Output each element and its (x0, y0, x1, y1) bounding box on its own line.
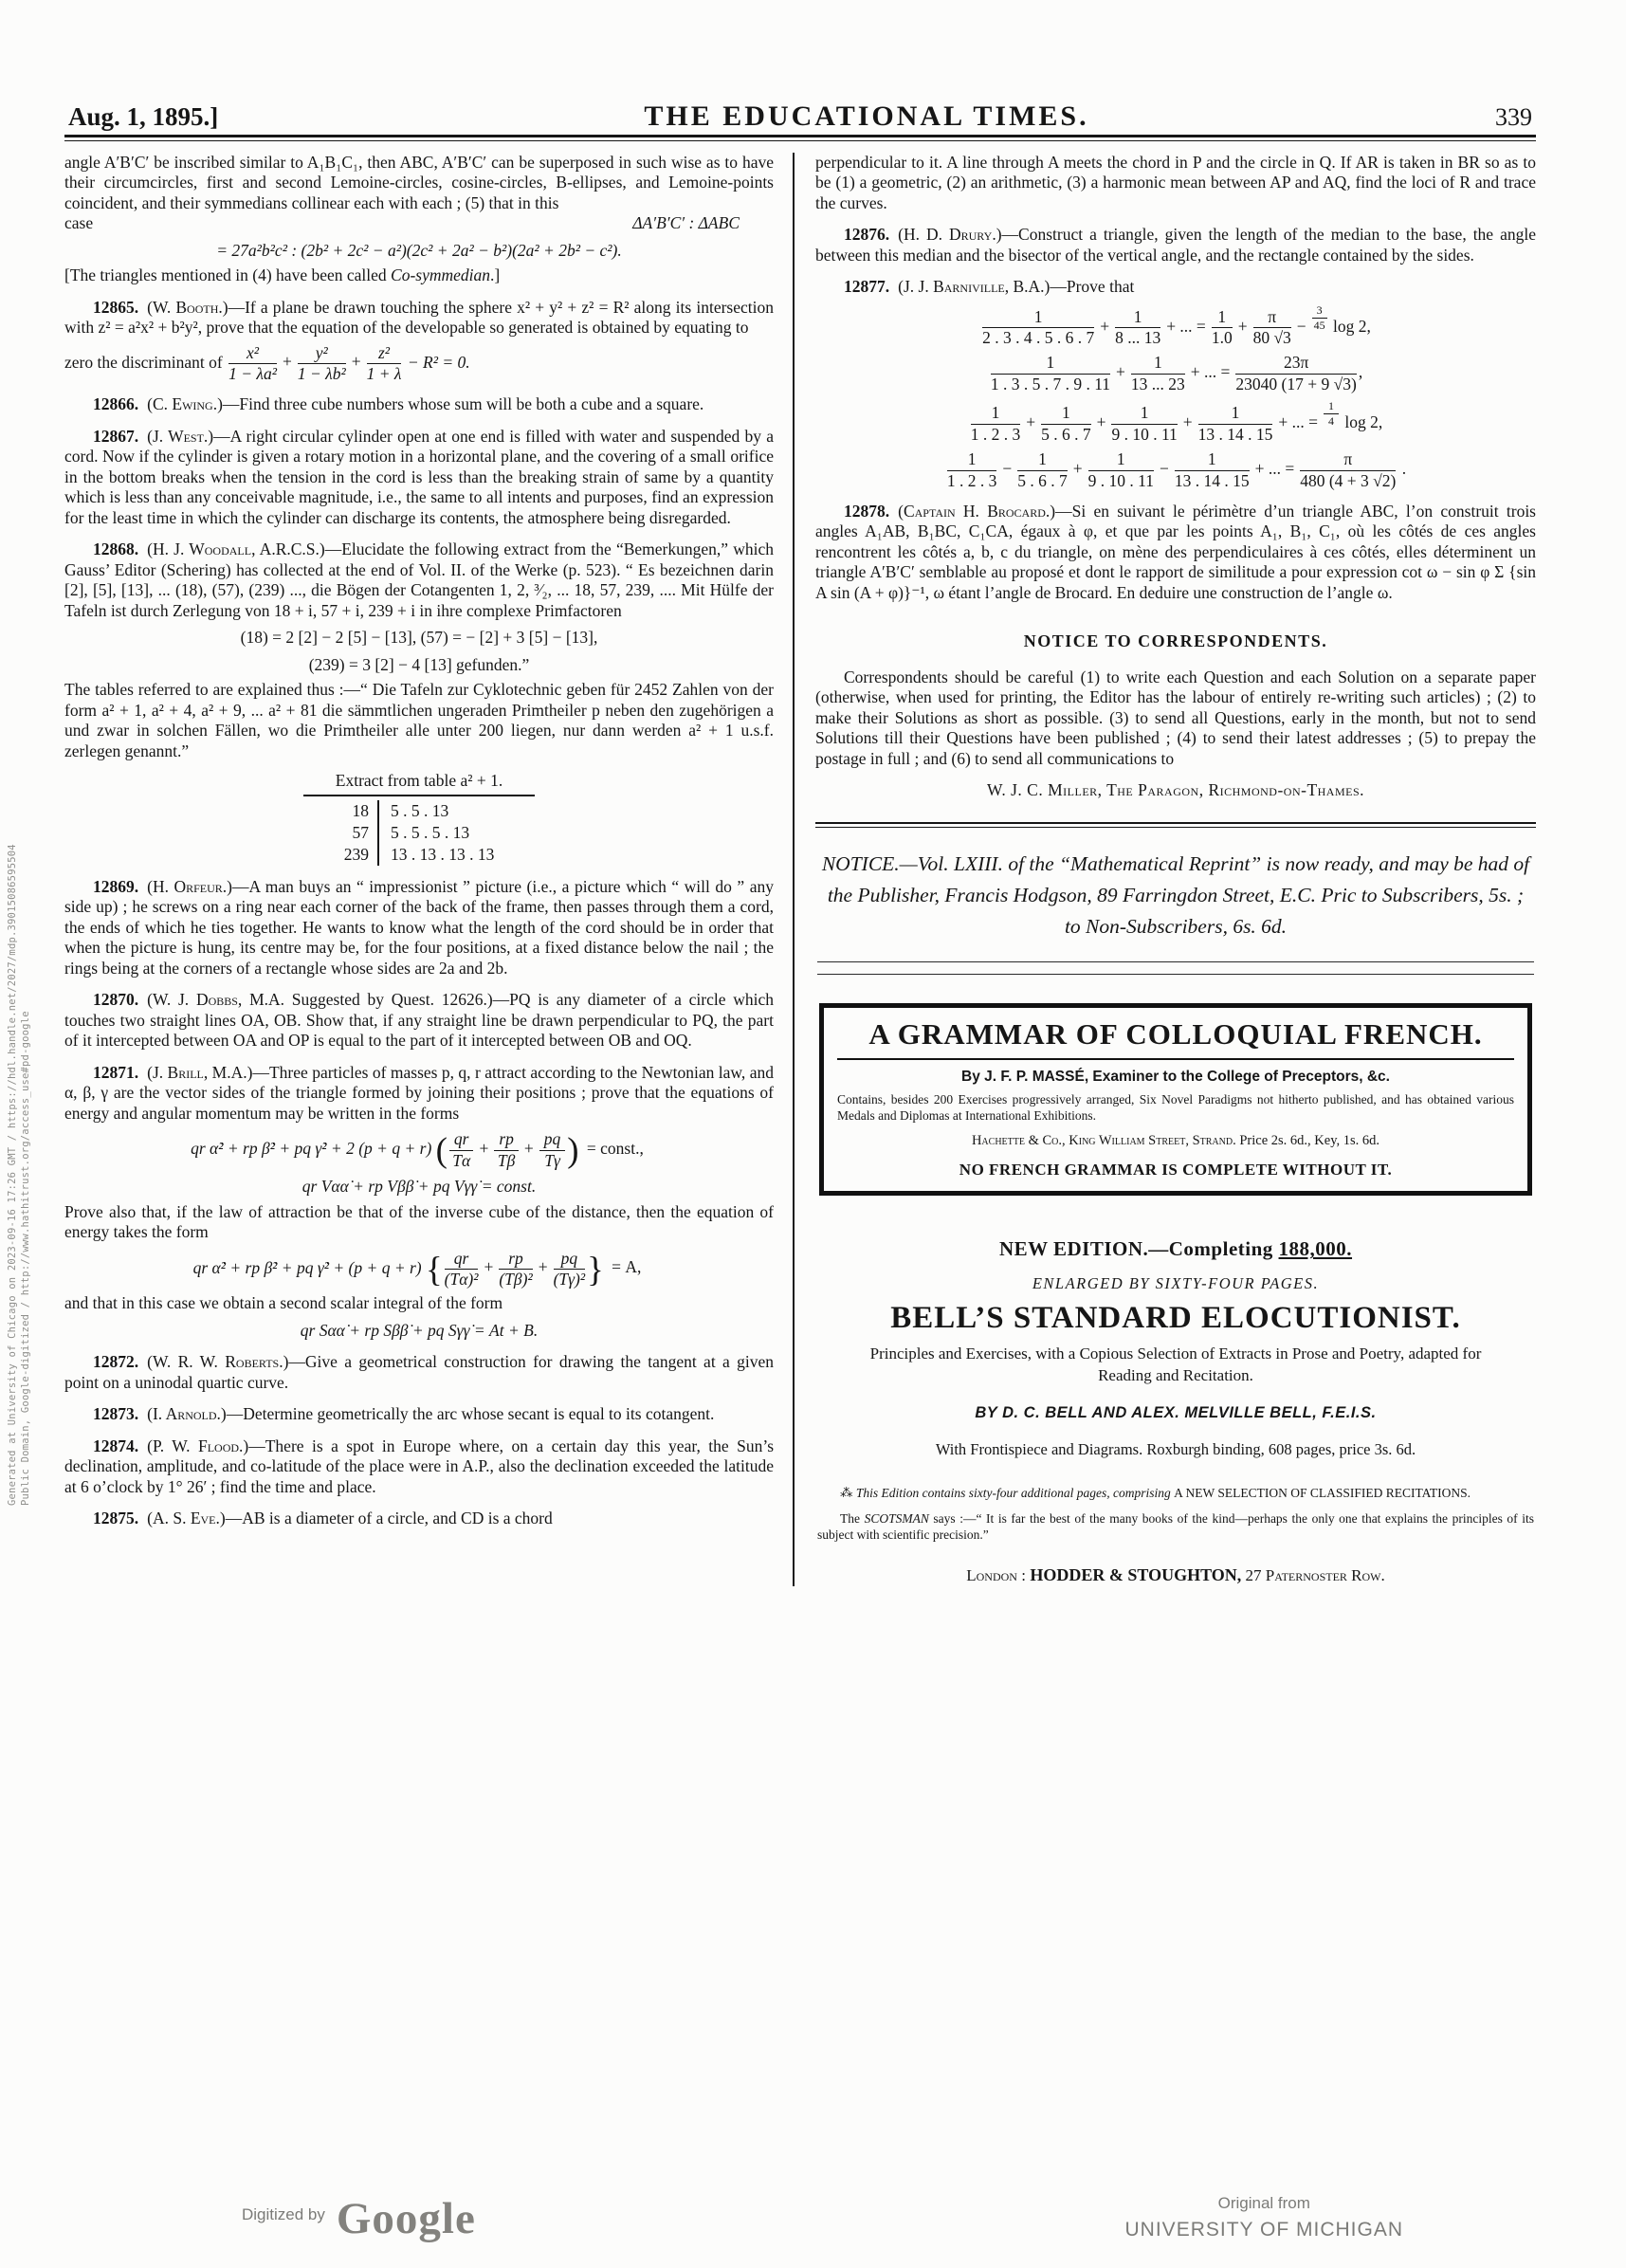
problem-text: —A man buys an “ impressionist ” picture (i.e., a picture which “ will do ” any side up) ; he screws on a ring near each corner of the back of the frame, then passes through them a cord, the ends of which he ties together. He wants to know what the length of the cord should be in order that when the picture is hung, its centre may be, for the four positions, at a fixed distance below the nail ; the rings being at the corners of a rectangle whose sides are 2a and 2b. (64, 876, 774, 978)
big-paren-close: ) (567, 1130, 579, 1170)
small-fraction: $\frac{3}{45}$ (1313, 302, 1325, 332)
header-rule (64, 135, 1536, 141)
problem-text: —Find three cube numbers whose sum will be both a cube and a square. (222, 394, 704, 414)
hathitrust-watermark (6, 842, 32, 1506)
digitized-by-google (242, 2193, 476, 2243)
thin-rule (817, 974, 1534, 975)
intro-note: [The triangles mentioned in (4) have been called Co-symmedian.] (64, 265, 501, 284)
problem-text: —There is a spot in Europe where, on a certain day this year, the Sun’s declination, amplitude, and co-latitude of the place were in A.P., also the declination exceeded the latitude at 6 o’clock by 1° 26′ ; find the time and place. (64, 1436, 774, 1496)
problem-author: (W. J. Dobbs, M.A. (147, 990, 285, 1010)
ad-authors: BY D. C. BELL AND ALEX. MELVILLE BELL, F.E.I.S. (975, 1403, 1377, 1421)
ad-body: Contains, besides 200 Exercises progressively arranged, Six Novel Paradigms not hitherto published, and has obtained various Medals and Diplomas at International Exhibitions. (837, 1092, 1514, 1123)
problem-number: 12877. (844, 277, 890, 296)
problem-author: (C. Ewing.) (147, 394, 223, 414)
problem-text: —Give a geometrical construction for drawing the tangent at a given point on a uninodal quartic curve. (64, 1352, 774, 1392)
small-fraction: $\frac{1}{4}$ (1322, 400, 1341, 427)
asterism: ⁂ (840, 1486, 856, 1501)
problem-12867 (64, 427, 774, 529)
fraction: $\frac{1}{13 ... 23}$ (1130, 353, 1185, 394)
problem-12872 (64, 1352, 774, 1393)
ad-press-review: The SCOTSMAN says :—“ It is far the best of the many books of the kind—perhaps the only one that explains the principles of its subject with scientific precision.” (817, 1511, 1534, 1543)
equation-12868-line2: (239) = 3 [2] − 4 [13] gefunden.” (308, 654, 530, 674)
triangle-ratio: ΔA′B′C′ : ΔABC (632, 213, 740, 232)
ad-publisher: Hachette & Co., King William Street, Strand. Price 2s. 6d., Key, 1s. 6d. (971, 1133, 1380, 1149)
fraction: $\frac{1}{5 . 6 . 7}$ (1017, 449, 1068, 490)
correspondents-heading: NOTICE TO CORRESPONDENTS. (1023, 631, 1328, 651)
extract-table-caption: Extract from table a² + 1. (64, 771, 774, 796)
digitized-by-label: Digitized by (242, 2204, 325, 2223)
problem-author: (W. Booth.) (147, 297, 228, 317)
fraction: $\frac{1}{1 . 3 . 5 . 7 . 9 . 11}$ (990, 353, 1111, 394)
fraction: $\frac{1}{9 . 10 . 11}$ (1087, 449, 1154, 490)
fraction: $\frac{pq}{T\gamma}$ (538, 1130, 568, 1170)
problem-author: (J. West.) (147, 426, 214, 446)
problem-number: 12878. (844, 501, 890, 521)
problem-number: 12869. (93, 876, 139, 896)
problem-number: 12866. (93, 394, 139, 414)
problem-12869 (64, 877, 774, 979)
problem-text: —AB is a diameter of a circle, and CD is a chord (225, 1509, 553, 1528)
problem-author: (Captain H. Brocard.) (898, 501, 1056, 521)
problem-12871-continued-2: and that in this case we obtain a second scalar integral of the form (64, 1293, 503, 1313)
page-number: 339 (1495, 103, 1532, 131)
ad-title: A GRAMMAR OF COLLOQUIAL FRENCH. (837, 1017, 1514, 1060)
table-row: 239 13 . 13 . 13 . 13 (343, 844, 495, 864)
fraction: $\frac{1}{2 . 3 . 4 . 5 . 6 . 7}$ (982, 306, 1095, 348)
equation-12871-energy: qr α̇² + rp β̇² + pq γ̇² + 2 (p + q + r) ( $\frac{qr}{T\alpha}$ + $\frac{rp}{T\beta}$ + $\frac{pq}{T\gamma}$ ) = const., (191, 1129, 644, 1171)
ad-publisher: London : HODDER & STOUGHTON, 27 Paternoster Row. (966, 1565, 1385, 1585)
fraction: $\frac{pq}{\text{(Tγ)²}}$ (553, 1248, 586, 1289)
problem-number: 12874. (93, 1436, 139, 1455)
problem-12876 (815, 225, 1536, 265)
ad-slogan: NO FRENCH GRAMMAR IS COMPLETE WITHOUT IT. (959, 1160, 1393, 1179)
watermark-line-2: Public Domain, Google-digitized / http://www.hathitrust.org/access_use#pd-google (20, 1011, 31, 1506)
ad-details: With Frontispiece and Diagrams. Roxburgh binding, 608 pages, price 3s. 6d. (935, 1440, 1416, 1459)
left-column (64, 153, 793, 1586)
problem-number: 12870. (93, 990, 139, 1010)
problem-12875-continuation: perpendicular to it. A line through A meets the chord in P and the circle in Q. If AR is taken in BR so as to be (1) a geometric, (2) an arithmetic, (3) a harmonic mean between AP and AQ, find the loci of R and trace the curves. (815, 152, 1536, 212)
thin-rule (817, 961, 1534, 962)
right-column (795, 153, 1536, 1586)
ad-title: BELL’S STANDARD ELOCUTIONIST. (890, 1301, 1461, 1336)
problem-12873 (64, 1404, 774, 1425)
fraction: $\frac{\text{x²}}{\text{1 − λa²}}$ (228, 342, 277, 384)
two-column-layout (64, 153, 1536, 1586)
equation-12871-scalar-integral: qr Sαα̇ + rp Sββ̇ + pq Sγγ̇ = At + B. (300, 1320, 539, 1340)
problem-12875 (64, 1509, 774, 1529)
reprint-notice: NOTICE.—Vol. LXIII. of the “Mathematical Reprint” is now ready, and may be had of the Publisher, Francis Hodgson, 89 Farringdon Street, E.C. Pric to Subscribers, 5s. ; to Non-Subscribers, 6s. 6d. (821, 851, 1530, 938)
problem-12874 (64, 1436, 774, 1498)
issue-date: Aug. 1, 1895.] (68, 102, 219, 131)
fraction: $\frac{1}{1 . 2 . 3}$ (970, 403, 1021, 445)
ad-enlarged-line: ENLARGED BY SIXTY-FOUR PAGES. (1032, 1273, 1320, 1292)
fraction: $\frac{\pi}{80 √3}$ (1252, 306, 1291, 348)
fraction: $\frac{1}{13 . 14 . 15}$ (1197, 403, 1273, 445)
problem-text: —Elucidate the following extract from the “Bemerkungen,” which Gauss’ Editor (Schering) has collected at the end of Vol. II. of the Werke (p. 523). “ Es bezeichnen darin [2], [5], [13], ... (18), (57), (239) ..., die Bögen der Cotangenten 1, 2, ³⁄₂, ... 18, 57, 239, .... Mit Hülfe der Tafeln ist durch Zerlegung von 18 + i, 57 + i, 239 + i in ihre complexe Primfactoren (64, 540, 774, 620)
problem-12868 (64, 540, 774, 621)
problem-author: (H. D. Drury.) (898, 225, 1002, 244)
watermark-line-1: Generated at University of Chicago on 2023-09-16 17:26 GMT / https://hdl.handle.net/2027/mdp.39015086595504 (7, 844, 18, 1506)
equation-12877-line3: $\frac{1}{1 . 2 . 3}$ + $\frac{1}{5 . 6 . 7}$ + $\frac{1}{9 . 10 . 11}$ + $\frac{1}{13 . 14 . 15}$ + ... = $\frac{1}{4}$ log 2, (970, 399, 1383, 445)
intro-equation: = 27a²b²c² : (2b² + 2c² − a²)(2c² + 2a² − b²)(2a² + 2b² − c²). (216, 240, 622, 260)
fraction: $\frac{\text{y²}}{\text{1 − λb²}}$ (297, 342, 346, 384)
fraction: $\frac{qr}{T\alpha}$ (448, 1130, 476, 1170)
table-row: 18 5 . 5 . 13 (342, 800, 497, 822)
intro-case-line (64, 213, 774, 234)
problem-number: 12871. (93, 1062, 139, 1082)
problem-text: —Construct a triangle, given the length of the median to the base, the angle between this median and the bisector of the vertical angle, and the rectangle contained by the sides. (815, 225, 1536, 265)
problem-12865 (64, 298, 774, 338)
fraction: $\frac{1}{1 . 2 . 3}$ (946, 449, 997, 490)
problem-author: (I. Arnold.) (147, 1404, 227, 1424)
problem-author: (H. Orfeur.) (147, 876, 233, 896)
problem-number: 12873. (93, 1404, 139, 1424)
fraction: $\frac{rp}{\text{(Tβ)²}}$ (499, 1248, 533, 1289)
correspondents-body: Correspondents should be careful (1) to write each Question and each Solution on a separate paper (otherwise, when used for printing, the Editor has the labour of entirely re-writing such articles) ; (2) to make their Solutions as short as possible. (3) to send all Questions, early in the month, but not to send Solutions till their Questions have been published ; (4) to send their latest addresses ; (5) to prepay the postage in full ; and (6) to send all communications to (815, 667, 1536, 768)
problem-text: —A right circular cylinder open at one end is filled with water and suspended by a cord. Now if the cylinder is given a rotary motion in a horizontal plane, and the covering of a small orifice in the bottom breaks when the tension in the cord is less than the breaking strain of same by a quantity which is less than any conceivable magnitude, i.e., the same to all intents and purposes, find an expression for the least time in which the cylinder can discharge its contents, the atmosphere being disregarded. (64, 426, 774, 527)
problem-text: —If a plane be drawn touching the sphere x² + y² + z² = R² along its intersection with z² = a²x² + b²y², prove that the equation of the developable so generated is obtained by equating to (64, 297, 774, 337)
problem-number: 12872. (93, 1352, 139, 1372)
table-row: 57 5 . 5 . 5 . 13 (342, 822, 497, 844)
problem-text: —Determine geometrically the arc whose secant is equal to its cotangent. (226, 1404, 715, 1424)
section-rule (815, 822, 1536, 828)
ad-byline: By J. F. P. MASSÉ, Examiner to the College of Preceptors, &c. (961, 1068, 1390, 1085)
problem-text: —Prove that (1050, 277, 1135, 296)
extract-table (342, 800, 497, 866)
original-from-footer (1125, 2193, 1403, 2240)
equation-12877-line1: $\frac{1}{2 . 3 . 4 . 5 . 6 . 7}$ + $\frac{1}{8 ... 13}$ + ... = $\frac{1}{1.0}$ + $\frac{\pi}{80 √3}$ − $\frac{3}{45}$ log 2, (982, 302, 1371, 348)
problem-number: 12868. (93, 540, 139, 559)
problem-12870 (64, 990, 774, 1052)
problem-number: 12865. (93, 297, 139, 317)
ad-bells-elocutionist (815, 1239, 1536, 1586)
problem-number: 12867. (93, 426, 139, 446)
edition-count: 188,000. (1278, 1237, 1353, 1261)
original-from-label: Original from (1217, 2194, 1310, 2212)
problem-suggested-note: Suggested by Quest. 12626.) (284, 990, 493, 1010)
problem-12871 (64, 1063, 774, 1125)
problem-text: —PQ is any diameter of a circle which touches two straight lines OA, OB. Show that, if any straight line be drawn perpendicular to PQ, the part of it intercepted between OA and OP is equal to the part of it intercepted between OB and OQ. (64, 990, 774, 1051)
problem-author: (W. R. W. Roberts.) (147, 1352, 289, 1372)
problem-author: (A. S. Eve.) (147, 1509, 226, 1528)
correspondents-signature: W. J. C. Miller, The Paragon, Richmond-on-Thames. (986, 780, 1365, 800)
google-logo: Google (336, 2193, 476, 2243)
equation-12868-line1: (18) = 2 [2] − 2 [5] − [13], (57) = − [2] + 3 [5] − [13], (240, 628, 598, 648)
ad-edition-note: ⁂ This Edition contains sixty-four additional pages, comprising A NEW SELECTION OF CLASSIFIED RECITATIONS. (840, 1486, 1471, 1501)
big-brace-open: { (426, 1249, 443, 1289)
problem-12866 (64, 394, 774, 415)
problem-text: —Three particles of masses p, q, r attract according to the Newtonian law, and α, β, γ are the vector sides of the triangle formed by joining their positions ; prove that the equations of energy and angular momentum may be written in the forms (64, 1062, 774, 1123)
big-paren-open: ( (435, 1130, 448, 1170)
journal-title: THE EDUCATIONAL TIMES. (644, 101, 1089, 132)
fraction: $\frac{\text{z²}}{1 + \lambda}$ (366, 342, 402, 384)
intro-text: angle A′B′C′ be inscribed similar to A₁B₁C₁, then ABC, A′B′C′ can be superposed in such wise as to have their circumcircles, first and second Lemoine-circles, cosine-circles, B-ellipses, and Lemoine-points coincident, and their symmedians collinear each with each ; (5) that in this (64, 152, 774, 212)
fraction: $\frac{1}{8 ... 13}$ (1115, 306, 1161, 348)
fraction: $\frac{\pi}{480 (4 + 3 √2)}$ (1300, 449, 1397, 490)
page-content (64, 101, 1536, 1586)
university-name: UNIVERSITY OF MICHIGAN (1124, 2218, 1403, 2241)
problem-text: —Si en suivant le périmètre d’un triangle ABC, l’on construit trois angles A₁AB, B₁BC, C₁CA, égaux à φ, et que par les points A₁, B₁, C₁, où les côtés de ces angles rencontrent les côtés a, b, c du triangle, on mène des perpendiculaires à ces côtés, elles déterminent un triangle A′B′C′ semblable au proposé et dont le rapport de similitude a pour expression cot ω − sin φ Σ {sin A sin (A + φ)}⁻¹, ω étant l’angle de Brocard. En deduire une construction de l’angle ω. (815, 501, 1536, 602)
fraction: $\frac{qr}{\text{(Tα)²}}$ (444, 1248, 479, 1289)
equation-12877-line2: $\frac{1}{1 . 3 . 5 . 7 . 9 . 11}$ + $\frac{1}{13 ... 23}$ + ... = $\frac{23\pi}{23040 (17 + 9 √3)}$ , (990, 353, 1363, 394)
problem-author: (P. W. Flood.) (147, 1436, 249, 1455)
problem-author: (J. Brill, M.A.) (147, 1062, 253, 1082)
equation-12871-inverse-cube: qr α̇² + rp β̇² + pq γ̇² + (p + q + r) { $\frac{qr}{\text{(Tα)²}}$ + $\frac{rp}{\text{(Tβ)²}}$ + $\frac{pq}{\text{(Tγ)²}}$ } = A, (192, 1248, 642, 1289)
problem-number: 12876. (844, 225, 890, 244)
fraction: $\frac{1}{1.0}$ (1211, 306, 1233, 348)
fraction: $\frac{23\pi}{23040 (17 + 9 √3)}$ (1235, 353, 1357, 394)
ad-new-edition-line: NEW EDITION.—Completing 188,000. (998, 1237, 1353, 1261)
ad-description: Principles and Exercises, with a Copious Selection of Extracts in Prose and Poetry, adapted for Reading and Recitation. (869, 1344, 1482, 1384)
problem-12871-continued: Prove also that, if the law of attraction be that of the inverse cube of the distance, then the equation of energy takes the form (64, 1201, 774, 1242)
fraction: $\frac{rp}{T\beta}$ (492, 1130, 521, 1170)
equation-12871-momentum: qr Vαα̇ + rp Vββ̇ + pq Vγγ̇ = const. (301, 1177, 537, 1197)
page-header (64, 101, 1536, 132)
big-brace-close: } (587, 1249, 604, 1289)
problem-12868-continued: The tables referred to are explained thus :—“ Die Tafeln zur Cyklotechnic geben für 2452 Zahlen von der form a² + 1, a² + 4, a² + 9, ... a² + 81 die sämmtlichen ungeraden Primtheiler p neben den zugehörigen a und zwar in solchen Fällen, wo die Primtheiler alle unter 200 liegen, nur dann werden a² + 1 u.s.f. zerlegen genannt.” (64, 680, 774, 760)
fraction: $\frac{1}{9 . 10 . 11}$ (1111, 403, 1178, 445)
problem-12877 (815, 277, 1536, 298)
equation-12865: zero the discriminant of $\frac{\text{x²}}{\text{1 − λa²}}$ + $\frac{\text{y²}}{\text{1 − λb²}}$ + $\frac{\text{z²}}{1 + \lambda}$ − R² = 0. (64, 342, 470, 384)
ad-grammar-french (819, 1003, 1532, 1197)
problem-12878 (815, 502, 1536, 604)
equation-12877-line4: $\frac{1}{1 . 2 . 3}$ − $\frac{1}{5 . 6 . 7}$ + $\frac{1}{9 . 10 . 11}$ − $\frac{1}{13 . 14 . 15}$ + ... = $\frac{\pi}{480 (4 + 3 √2)}$ . (946, 449, 1407, 490)
case-word: case (64, 213, 94, 232)
fraction: $\frac{1}{13 . 14 . 15}$ (1174, 449, 1250, 490)
problem-author: (H. J. Woodall, A.R.C.S.) (147, 540, 325, 559)
problem-author: (J. J. Barniville, B.A.) (898, 277, 1051, 296)
intro-continuation (64, 153, 774, 214)
fraction: $\frac{1}{5 . 6 . 7}$ (1041, 403, 1091, 445)
problem-number: 12875. (93, 1509, 139, 1528)
